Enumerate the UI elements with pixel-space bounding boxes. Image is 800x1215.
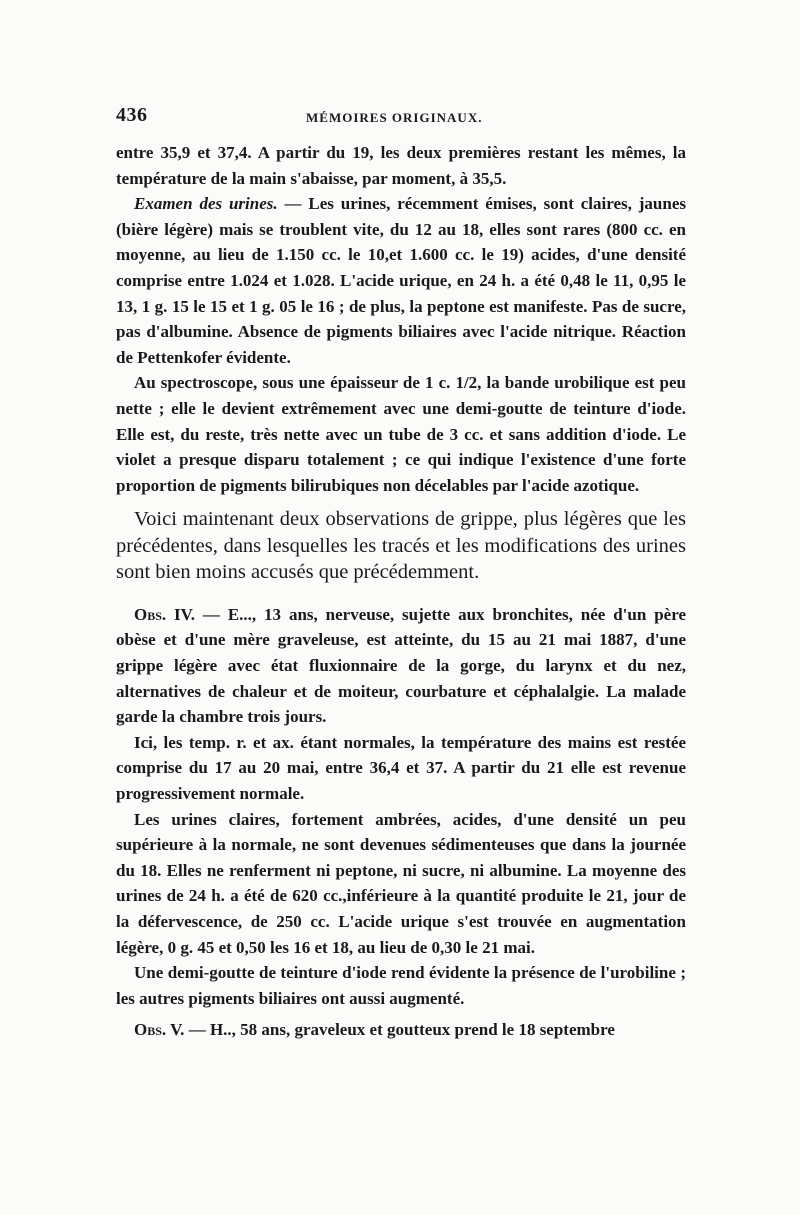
paragraph-temperature-hands bbox=[116, 730, 686, 807]
paragraph-lead: Obs. IV. bbox=[134, 604, 196, 624]
page-header bbox=[116, 104, 686, 134]
paragraph-urine-exam bbox=[116, 191, 686, 370]
paragraph-temperature-continuation bbox=[116, 140, 686, 191]
paragraph-lead: Examen des urines. bbox=[134, 194, 278, 214]
paragraph-text: entre 35,9 et 37,4. A partir du 19, les deux premières restant les mêmes, la température de la main s'abaisse, par moment, à 35,5. bbox=[116, 143, 686, 188]
paragraph-text: — E..., 13 ans, nerveuse, sujette aux bronchites, née d'un père obèse et d'une mère graveleuse, est atteinte, du 15 au 21 mai 1887, d'une grippe légère avec état fluxionnaire de la gorge, du larynx et du nez, alternatives de chaleur et de moiteur, courbature et céphalalgie. La malade garde la chambre trois jours. bbox=[116, 604, 687, 727]
paragraph-lead: Obs. V. bbox=[134, 1020, 185, 1040]
body-text bbox=[116, 140, 686, 1043]
paragraph-text: — Les urines, récemment émises, sont claires, jaunes (bière légère) mais se troublent vite, du 12 au 18, elles sont rares (800 cc. en moyenne, au lieu de 1.150 cc. le 10,et 1.600 cc. le 19) acides, d'une densité comprise entre 1.024 et 1.028. L'acide urique, en 24 h. a été 0,48 le 11, 0,95 le 13, 1 g. 15 le 15 et 1 g. 05 le 16 ; de plus, la peptone est manifeste. Pas de sucre, pas d'albumine. Absence de pigments biliaires avec l'acide nitrique. Réaction de Pettenkofer évidente. bbox=[116, 194, 686, 367]
paragraph-text: Une demi-goutte de teinture d'iode rend évidente la présence de l'urobiline ; les autres pigments biliaires ont aussi augmenté. bbox=[116, 963, 686, 1008]
paragraph-spectroscope bbox=[116, 370, 686, 498]
paragraph-text: Voici maintenant deux observations de grippe, plus légères que les précédentes, dans lesquelles les tracés et les modifications des urines sont bien moins accusés que précédemment. bbox=[116, 508, 686, 584]
paragraph-obs-v bbox=[116, 1017, 686, 1043]
paragraph-text: — H.., 58 ans, graveleux et goutteux prend le 18 septembre bbox=[184, 1020, 615, 1040]
paragraph-text: Les urines claires, fortement ambrées, acides, d'une densité un peu supérieure à la normale, ne sont devenues sédimenteuses que dans la journée du 18. Elles ne renferment ni peptone, ni sucre, ni albumine. La moyenne des urines de 24 h. a été de 620 cc.,inférieure à la quantité produite le 21, jour de la défervescence, de 250 cc. L'acide urique s'est trouvée en augmentation légère, 0 g. 45 et 0,50 les 16 et 18, au lieu de 0,30 le 21 mai. bbox=[116, 809, 686, 957]
paragraph-intro-observations bbox=[116, 506, 686, 586]
paragraph-text: Au spectroscope, sous une épaisseur de 1 c. 1/2, la bande urobilique est peu nette ; elle le devient extrêmement avec une demi-goutte de teinture d'iode. Elle est, du reste, très nette avec un tube de 3 cc. et sans addition d'iode. Le violet a presque disparu totalement ; ce qui indique l'existence d'une forte proportion de pigments bilirubiques non décelables par l'acide azotique. bbox=[116, 373, 686, 495]
running-head: MÉMOIRES ORIGINAUX. bbox=[306, 110, 483, 125]
paragraph-obs-iv bbox=[116, 602, 686, 730]
paragraph-urines-obs-iv bbox=[116, 807, 686, 961]
page-number: 436 bbox=[116, 104, 148, 126]
paragraph-iodine bbox=[116, 960, 686, 1011]
paragraph-text: Ici, les temp. r. et ax. étant normales, la température des mains est restée comprise du 17 au 20 mai, entre 36,4 et 37. A partir du 21 elle est revenue progressivement normale. bbox=[116, 732, 686, 803]
